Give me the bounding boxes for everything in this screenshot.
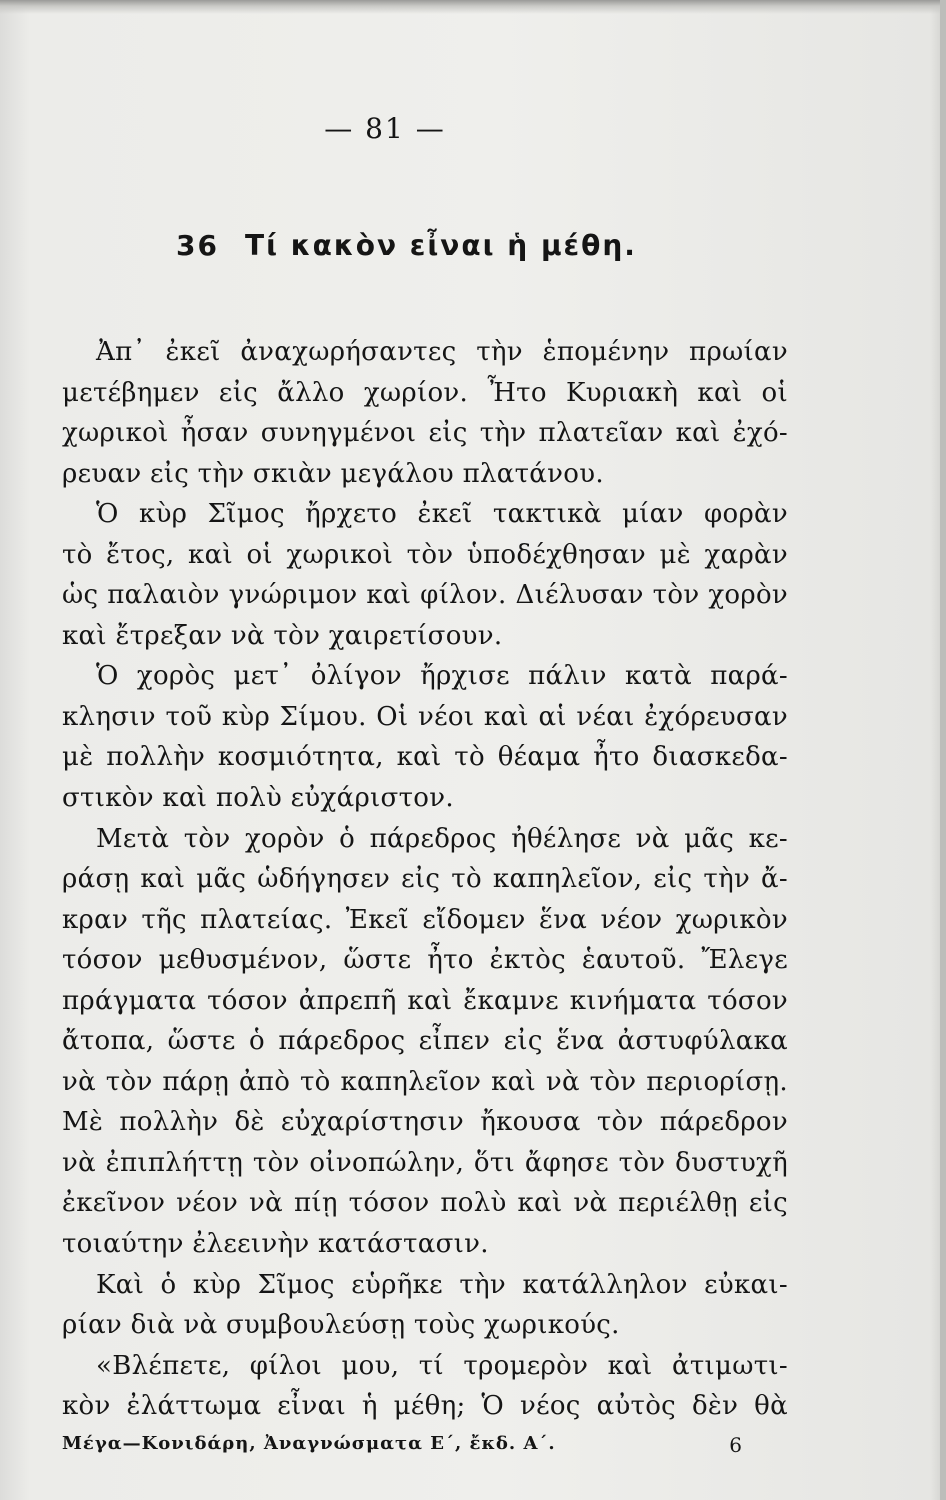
text-line: τοιαύτην ἐλεεινὴν κατάστασιν.	[62, 1229, 489, 1260]
text-line: κὸν ἐλάττωμα εἶναι ἡ μέθη; Ὁ νέος αὐτὸς δὲν θὰ	[62, 1391, 788, 1422]
text-line: «Βλέπετε, φίλοι μου, τί τρομερὸν καὶ ἀτιμωτι-	[96, 1350, 788, 1381]
chapter-heading	[176, 229, 637, 262]
text-line: στικὸν καὶ πολὺ εὐχάριστον.	[62, 783, 454, 814]
text-line: νὰ ἐπιπλήττῃ τὸν οἰνοπώλην, ὅτι ἄφησε τὸν δυστυχῆ	[62, 1147, 788, 1178]
text-line: Μὲ πολλὴν δὲ εὐχαρίστησιν ἤκουσα τὸν πάρεδρον	[62, 1107, 788, 1138]
text-line: χωρικοὶ ἦσαν συνηγμένοι εἰς τὴν πλατεῖαν καὶ ἐχό-	[62, 418, 788, 449]
text-line: πράγματα τόσον ἀπρεπῆ καὶ ἔκαμνε κινήματα τόσον	[62, 985, 788, 1016]
text-line: ἄτοπα, ὥστε ὁ πάρεδρος εἶπεν εἰς ἕνα ἀστυφύλακα	[62, 1026, 788, 1057]
footer-sheet-number: 6	[729, 1433, 742, 1457]
text-line: Ὁ κὺρ Σῖμος ἤρχετο ἐκεῖ τακτικὰ μίαν φορὰν	[96, 499, 788, 530]
text-line: τόσον μεθυσμένον, ὥστε ἦτο ἐκτὸς ἑαυτοῦ. Ἔλεγε	[62, 945, 788, 976]
chapter-number: 36	[176, 229, 219, 262]
chapter-title: Τί κακὸν εἶναι ἡ μέθη.	[244, 229, 637, 262]
text-line: Μετὰ τὸν χορὸν ὁ πάρεδρος ἠθέλησε νὰ μᾶς κε-	[96, 823, 788, 854]
text-line: Ὁ χορὸς μετ᾽ ὀλίγον ἤρχισε πάλιν κατὰ παρά-	[96, 661, 788, 692]
text-line: τὸ ἔτος, καὶ οἱ χωρικοὶ τὸν ὑποδέχθησαν μὲ χαρὰν	[62, 539, 788, 570]
text-line: ράσῃ καὶ μᾶς ὡδήγησεν εἰς τὸ καπηλεῖον, εἰς τὴν ἄ-	[62, 864, 788, 895]
page-top-edge	[0, 0, 946, 14]
text-line: Καὶ ὁ κὺρ Σῖμος εὑρῆκε τὴν κατάλληλον εὐκαι-	[96, 1269, 788, 1300]
text-line: καὶ ἔτρεξαν νὰ τὸν χαιρετίσουν.	[62, 620, 503, 651]
text-line: ρευαν εἰς τὴν σκιὰν μεγάλου πλατάνου.	[62, 458, 604, 489]
text-line: μετέβημεν εἰς ἄλλο χωρίον. Ἦτο Κυριακὴ καὶ οἱ	[62, 377, 788, 408]
body-text	[62, 332, 788, 1427]
text-line: μὲ πολλὴν κοσμιότητα, καὶ τὸ θέαμα ἦτο διασκεδα-	[62, 742, 788, 773]
page-number: — 81 —	[324, 112, 446, 145]
text-line: Ἀπ᾽ ἐκεῖ ἀναχωρήσαντες τὴν ἑπομένην πρωίαν	[96, 337, 788, 367]
text-line: κλησιν τοῦ κὺρ Σίμου. Οἱ νέοι καὶ αἱ νέαι ἐχόρευσαν	[62, 701, 788, 732]
page-right-edge	[940, 0, 946, 1500]
text-line: ρίαν διὰ νὰ συμβουλεύσῃ τοὺς χωρικούς.	[62, 1310, 620, 1341]
text-line: κραν τῆς πλατείας. Ἐκεῖ εἴδομεν ἕνα νέον χωρικὸν	[62, 904, 788, 935]
page-footer	[62, 1433, 742, 1457]
text-line: ὡς παλαιὸν γνώριμον καὶ φίλον. Διέλυσαν τὸν χορὸν	[62, 580, 788, 611]
text-line: ἐκεῖνον νέον νὰ πίῃ τόσον πολὺ καὶ νὰ περιέλθῃ εἰς	[62, 1188, 788, 1219]
text-line: νὰ τὸν πάρῃ ἀπὸ τὸ καπηλεῖον καὶ νὰ τὸν περιορίσῃ.	[62, 1066, 788, 1097]
footer-signature: Μέγα—Κονιδάρη, Ἀναγνώσματα Ε´, ἔκδ. Α´.	[62, 1433, 556, 1454]
